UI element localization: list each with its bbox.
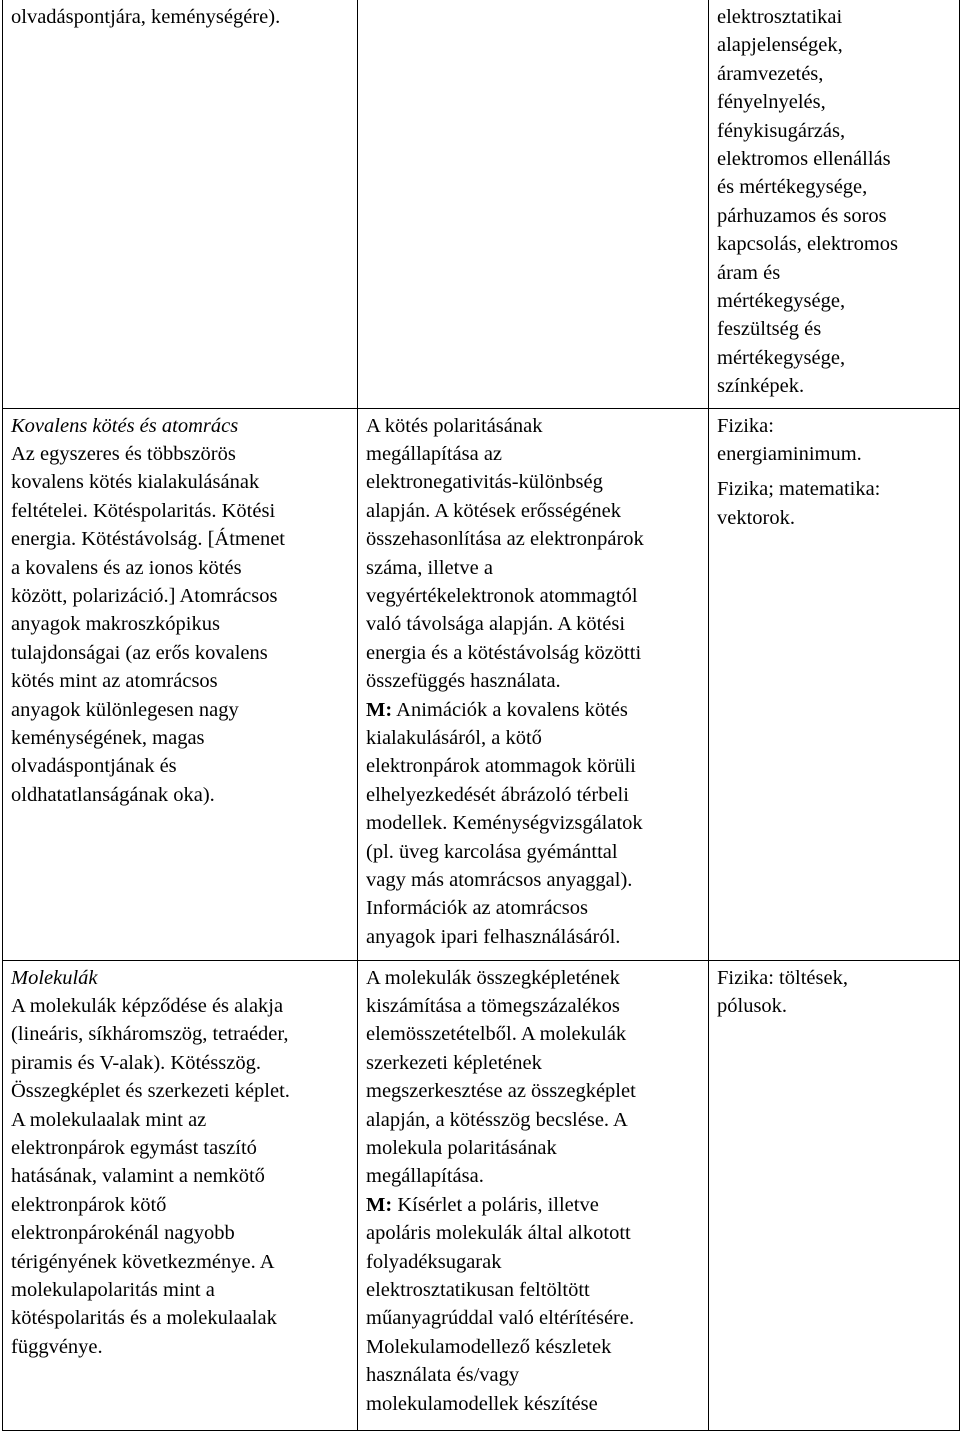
cell-text: Fizika: energiaminimum.: [717, 414, 862, 465]
connections-cell: [709, 960, 960, 1430]
connections-cell: [709, 408, 960, 960]
cell-text: Fizika: töltések, pólusok.: [717, 966, 848, 1017]
cell-text: A kötés polaritásának megállapítása az elektronegativitás-különbség alapján. A kötések erősségének összehasonlítása az elektronpárok száma, illetve a vegyértékelektronok atommagtól való távolsága alapján. A kötési energia és a kötéstávolság közötti összefüggés használata.: [366, 414, 644, 693]
activity-cell: [358, 408, 709, 960]
cell-paragraph: [366, 964, 702, 1419]
cell-paragraph: [717, 412, 953, 469]
method-label: M:: [366, 698, 393, 721]
table-row: [3, 408, 960, 960]
cell-text: A molekulák képződése és alakja (lineáris, síkháromszög, tetraéder, piramis és V-alak). Kötésszög. Összegképlet és szerkezeti képlet. A molekulaalak mint az elektronpárok egymást taszító hatásának, valamint a nemkötő elektronpárok kötő elektronpárokénál nagyobb térigényének következménye. A molekulapolaritás mint a kötéspolaritás és a molekulaalak függvénye.: [11, 994, 290, 1358]
cell-paragraph: [717, 964, 953, 1021]
topic-cell: [3, 408, 358, 960]
cell-text: Fizika; matematika: vektorok.: [717, 478, 881, 529]
table-row: [3, 0, 960, 408]
cell-text: elektrosztatikai alapjelenségek, áramvezetés, fényelnyelés, fénykisugárzás, elektromos ellenállás és mértékegysége, párhuzamos és soros kapcsolás, elektromos áram és mértékegysége, feszültség és mértékegysége, színképek.: [717, 6, 899, 398]
cell-paragraph: [11, 3, 351, 31]
table-row: [3, 960, 960, 1430]
cell-text: Kísérlet a poláris, illetve apoláris molekulák által alkotott folyadéksugarak elektrosztatikusan feltöltött műanyagrúddal való eltérítésére. Molekulamodellező készletek használata és/vagy molekulamodellek készítése: [366, 1193, 635, 1415]
cell-text: olvadáspontjára, keménységére).: [11, 6, 281, 28]
method-label: M:: [366, 1193, 393, 1216]
section-heading: Kovalens kötés és atomrács: [11, 414, 239, 437]
cell-paragraph: [11, 412, 351, 810]
cell-paragraph: [717, 475, 953, 532]
connections-cell: [709, 0, 960, 408]
topic-cell: [3, 0, 358, 408]
section-heading: Molekulák: [11, 966, 98, 989]
topic-cell: [3, 960, 358, 1430]
cell-text: Az egyszeres és többszörös kovalens kötés kialakulásának feltételei. Kötéspolaritás. Kötési energia. Kötéstávolság. [Átmenet a kovalens és az ionos kötés között, polarizáció.] Atomrácsos anyagok makroszkópikus tulajdonságai (az erős kovalens kötés mint az atomrácsos anyagok különlegesen nagy keménységének, magas olvadáspontjának és oldhatatlanságának oka).: [11, 442, 286, 806]
activity-cell: [358, 960, 709, 1430]
activity-cell: [358, 0, 709, 408]
cell-text: A molekulák összegképletének kiszámítása a tömegszázalékos elemösszetételből. A molekulák szerkezeti képletének megszerkesztése az összegképlet alapján, a kötésszög becslése. A molekula polaritásának megállapítása.: [366, 966, 636, 1188]
cell-paragraph: [717, 3, 953, 401]
cell-paragraph: [11, 964, 351, 1362]
table-body: [3, 0, 960, 1430]
cell-text: Animációk a kovalens kötés kialakulásáról, a kötő elektronpárok atommagok körüli elhelyezkedését ábrázoló térbeli modellek. Keménységvizsgálatok (pl. üveg karcolása gyémánttal vagy más atomrácsos anyaggal). Információk az atomrácsos anyagok ipari felhasználásáról.: [366, 698, 643, 948]
curriculum-table: [2, 0, 960, 1431]
cell-paragraph: [366, 412, 702, 952]
